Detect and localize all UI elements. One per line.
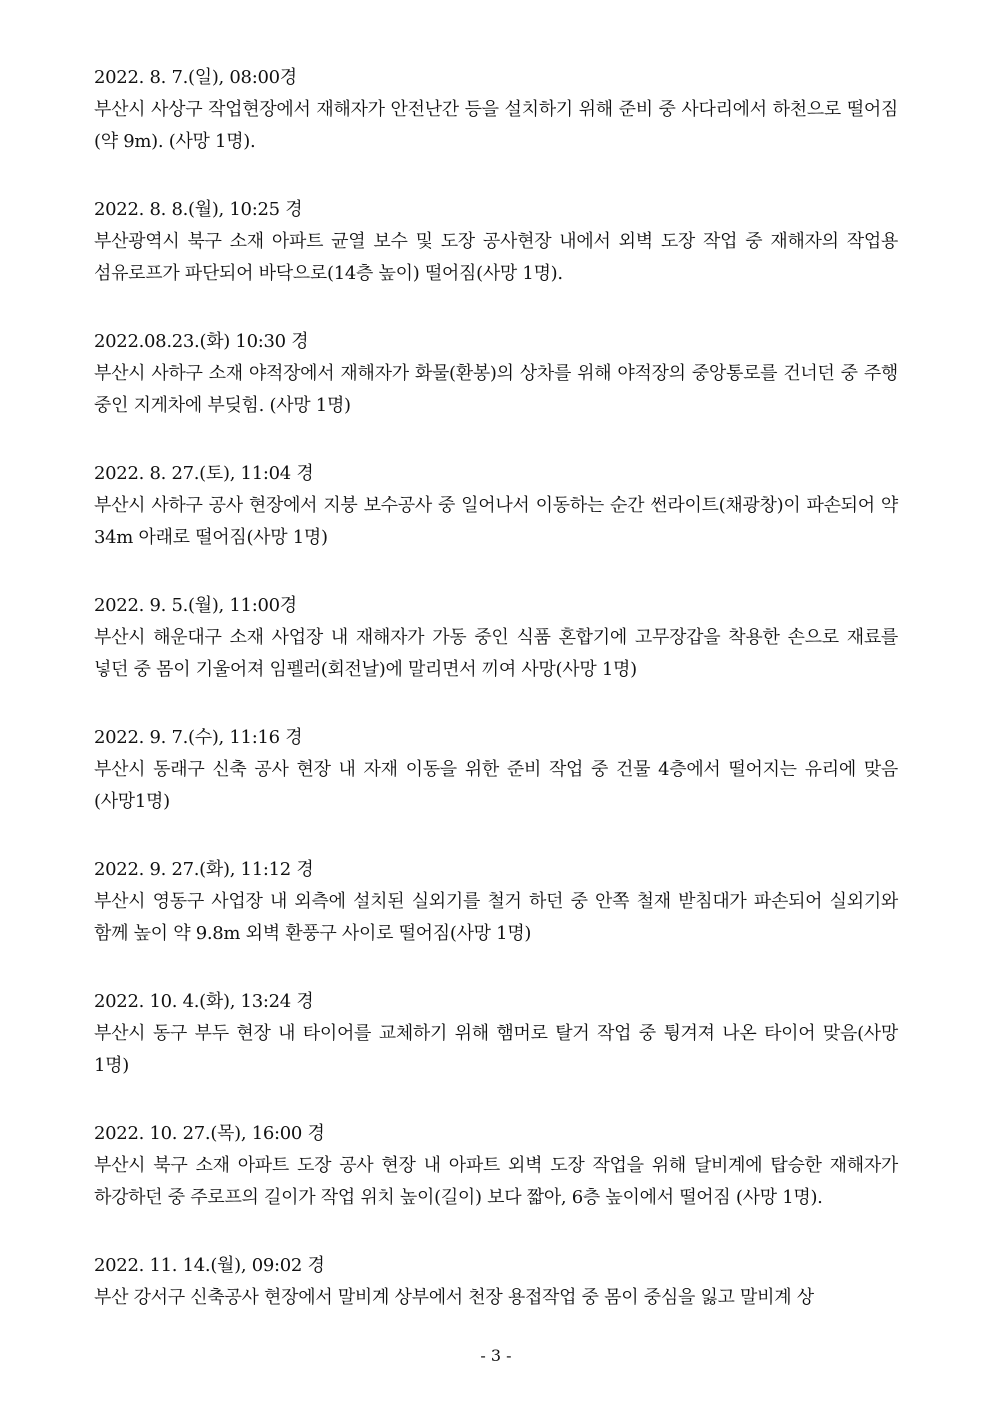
entry-body: 부산시 사상구 작업현장에서 재해자가 안전난간 등을 설치하기 위해 준비 중 사다리에서 하천으로 떨어짐(약 9m). (사망 1명). bbox=[94, 99, 898, 152]
entry-body: 부산광역시 북구 소재 아파트 균열 보수 및 도장 공사현장 내에서 외벽 도장 작업 중 재해자의 작업용 섬유로프가 파단되어 바닥으로(14층 높이) 떨어짐(사망 1명). bbox=[94, 231, 898, 284]
entry-date: 2022. 11. 14.(월), 09:02 경 bbox=[94, 1255, 325, 1276]
accident-entry bbox=[94, 1118, 898, 1214]
entry-date: 2022. 8. 8.(월), 10:25 경 bbox=[94, 199, 303, 220]
entry-date: 2022. 10. 4.(화), 13:24 경 bbox=[94, 991, 314, 1012]
accident-entry bbox=[94, 590, 898, 686]
entry-body: 부산시 북구 소재 아파트 도장 공사 현장 내 아파트 외벽 도장 작업을 위해 달비계에 탑승한 재해자가 하강하던 중 주로프의 길이가 작업 위치 높이(길이) 보다 짧아, 6층 높이에서 떨어짐 (사망 1명). bbox=[94, 1155, 898, 1208]
entry-date: 2022.08.23.(화) 10:30 경 bbox=[94, 331, 309, 352]
entry-date: 2022. 9. 7.(수), 11:16 경 bbox=[94, 727, 303, 748]
accident-entry bbox=[94, 194, 898, 290]
page-number: - 3 - bbox=[480, 1346, 512, 1365]
entry-body: 부산시 동래구 신축 공사 현장 내 자재 이동을 위한 준비 작업 중 건물 4층에서 떨어지는 유리에 맞음(사망1명) bbox=[94, 759, 898, 812]
entry-body: 부산시 사하구 공사 현장에서 지붕 보수공사 중 일어나서 이동하는 순간 썬라이트(채광창)이 파손되어 약 34m 아래로 떨어짐(사망 1명) bbox=[94, 495, 898, 548]
accident-entries bbox=[94, 62, 898, 1350]
entry-date: 2022. 9. 5.(월), 11:00경 bbox=[94, 595, 297, 616]
entry-body: 부산 강서구 신축공사 현장에서 말비계 상부에서 천장 용접작업 중 몸이 중심을 잃고 말비계 상 bbox=[94, 1287, 814, 1308]
accident-entry bbox=[94, 986, 898, 1082]
entry-body: 부산시 해운대구 소재 사업장 내 재해자가 가동 중인 식품 혼합기에 고무장갑을 착용한 손으로 재료를 넣던 중 몸이 기울어져 임펠러(회전날)에 말리면서 끼여 사망(사망 1명) bbox=[94, 627, 898, 680]
accident-entry bbox=[94, 1250, 898, 1314]
accident-entry bbox=[94, 62, 898, 158]
entry-body: 부산시 사하구 소재 야적장에서 재해자가 화물(환봉)의 상차를 위해 야적장의 중앙통로를 건너던 중 주행 중인 지게차에 부딪힘. (사망 1명) bbox=[94, 363, 898, 416]
accident-entry bbox=[94, 722, 898, 818]
entry-body: 부산시 영동구 사업장 내 외측에 설치된 실외기를 철거 하던 중 안쪽 철재 받침대가 파손되어 실외기와 함께 높이 약 9.8m 외벽 환풍구 사이로 떨어짐(사망 1명) bbox=[94, 891, 898, 944]
accident-entry bbox=[94, 458, 898, 554]
entry-date: 2022. 8. 7.(일), 08:00경 bbox=[94, 67, 297, 88]
entry-date: 2022. 9. 27.(화), 11:12 경 bbox=[94, 859, 314, 880]
accident-entry bbox=[94, 854, 898, 950]
accident-entry bbox=[94, 326, 898, 422]
entry-date: 2022. 8. 27.(토), 11:04 경 bbox=[94, 463, 314, 484]
entry-body: 부산시 동구 부두 현장 내 타이어를 교체하기 위해 햄머로 탈거 작업 중 튕겨져 나온 타이어 맞음(사망 1명) bbox=[94, 1023, 898, 1076]
entry-date: 2022. 10. 27.(목), 16:00 경 bbox=[94, 1123, 325, 1144]
